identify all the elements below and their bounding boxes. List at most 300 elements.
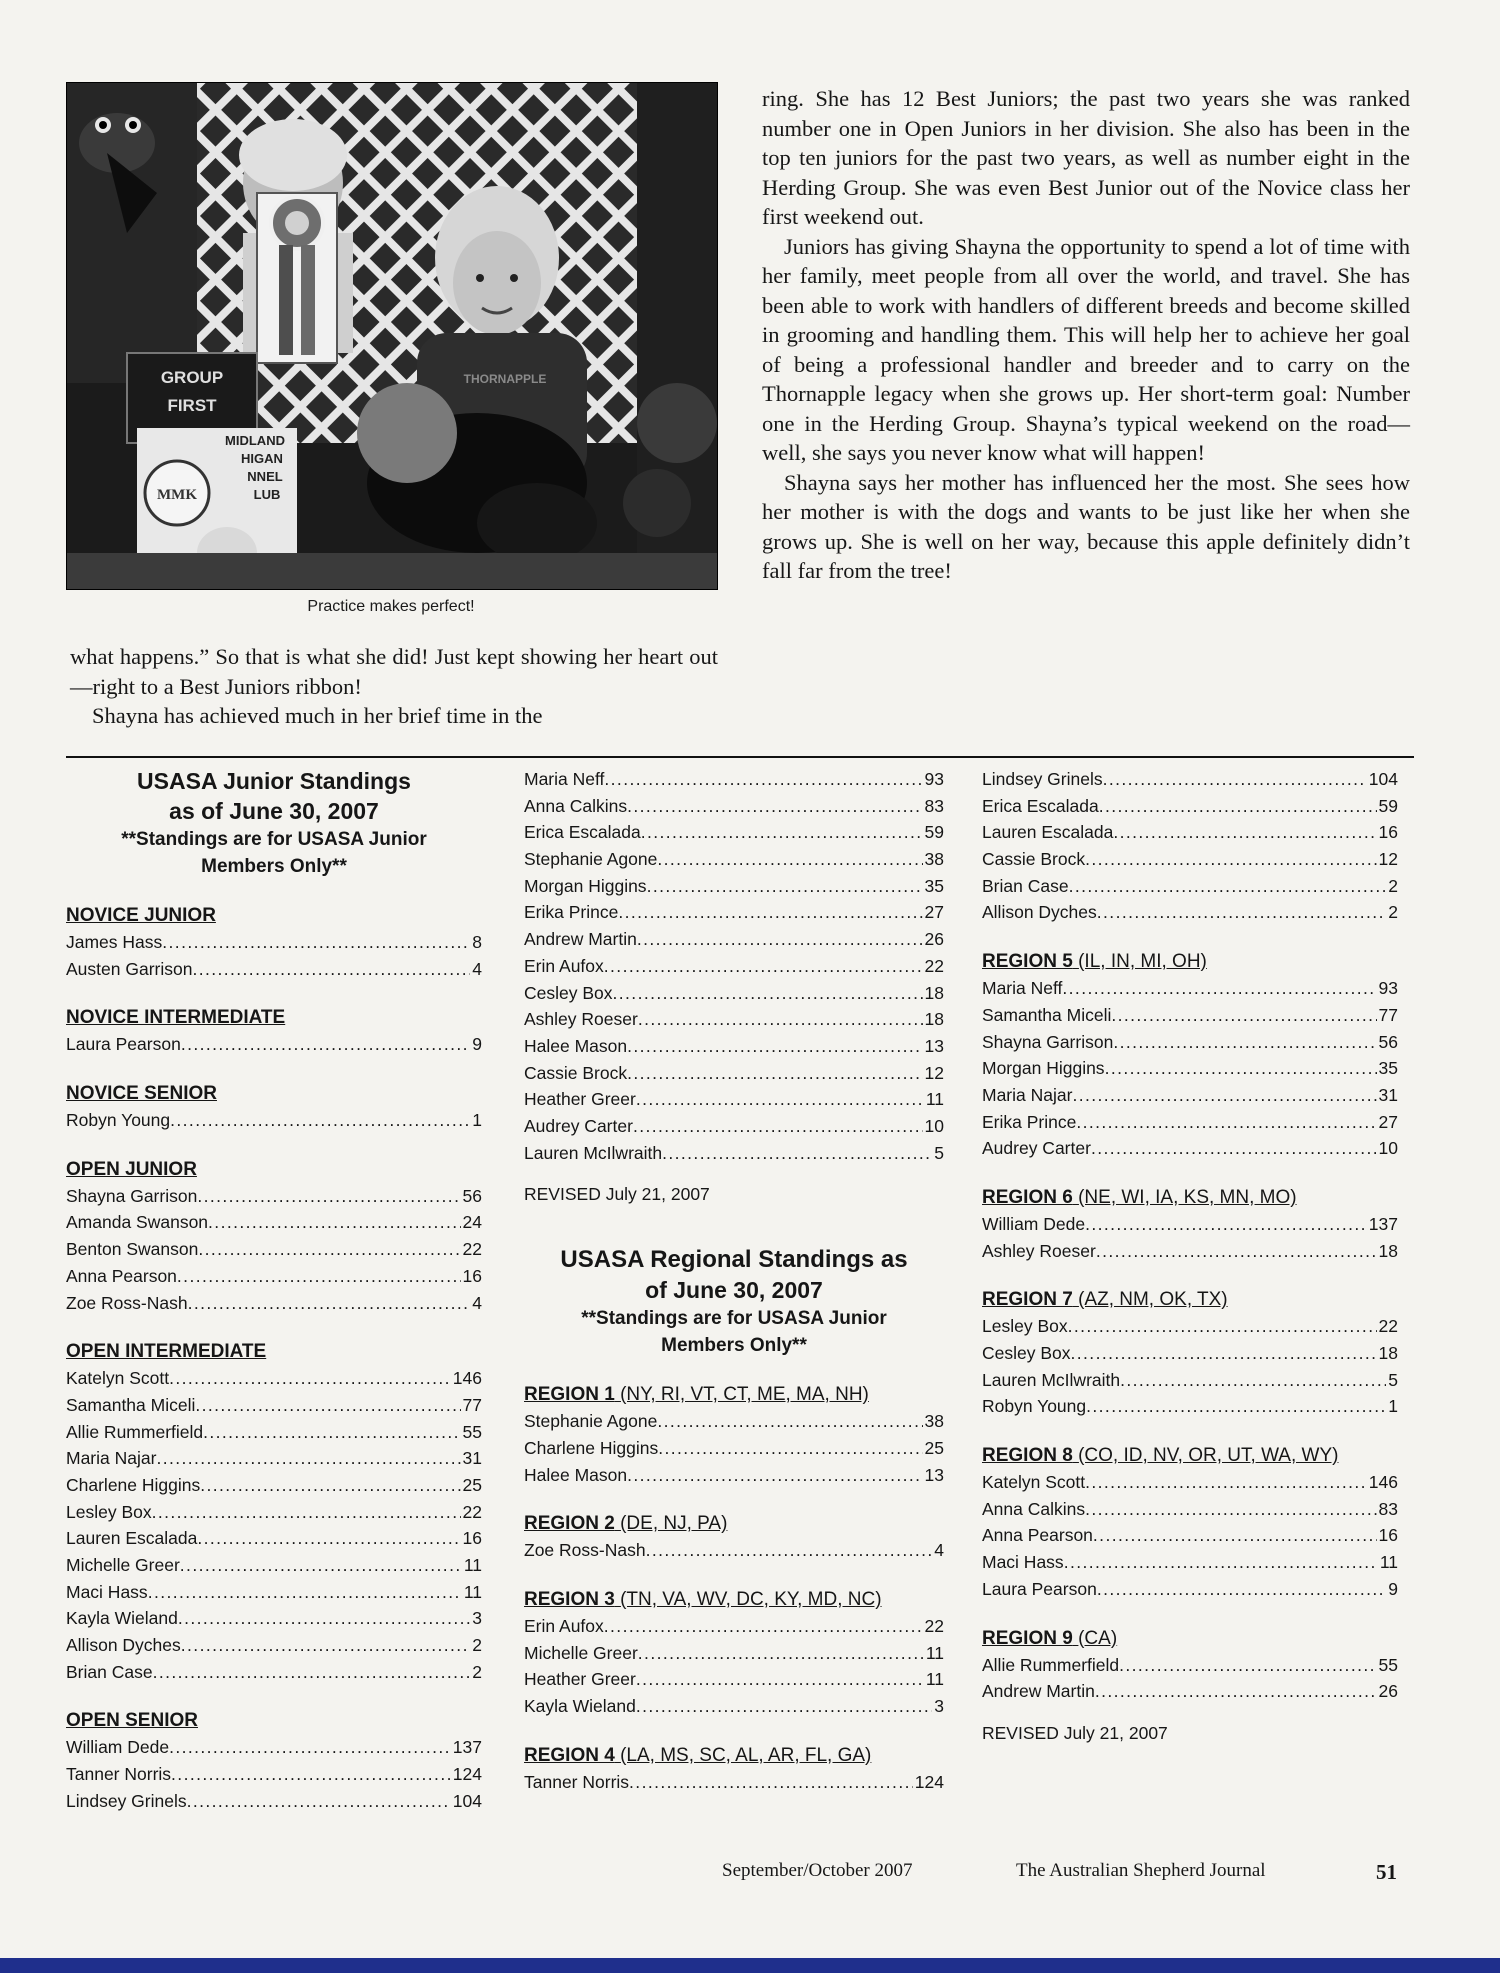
standings-row <box>524 1640 944 1667</box>
handler-name: Laura Pearson <box>66 1034 181 1055</box>
standings-row <box>982 819 1398 846</box>
handler-name: Benton Swanson <box>66 1239 199 1260</box>
handler-name: Maria Neff <box>982 978 1063 999</box>
region-states: (NY, RI, VT, CT, ME, MA, NH) <box>620 1384 869 1406</box>
dot-leader <box>169 1734 451 1761</box>
dot-leader <box>657 846 922 873</box>
dot-leader <box>647 873 923 900</box>
handler-name: Robyn Young <box>66 1110 171 1131</box>
points-score: 77 <box>1378 1004 1398 1025</box>
standings-row <box>524 846 944 873</box>
region-7-heading <box>982 1286 1398 1313</box>
points-score: 38 <box>924 1411 944 1432</box>
dot-leader <box>1099 793 1377 820</box>
standings-row <box>66 1552 482 1579</box>
standings-row <box>982 1469 1398 1496</box>
standings-row <box>524 1006 944 1033</box>
article-left-column <box>70 642 718 731</box>
standings-row <box>524 899 944 926</box>
junior-standings-title-2: as of June 30, 2007 <box>169 798 379 824</box>
dot-leader <box>1085 1469 1367 1496</box>
standings-list <box>66 929 482 982</box>
standings-row <box>982 1055 1398 1082</box>
club-line-2: HIGAN <box>241 451 283 466</box>
handler-name: Maria Neff <box>524 769 605 789</box>
standings-row <box>524 766 944 793</box>
dot-leader <box>613 980 923 1007</box>
standings-list <box>982 1652 1398 1705</box>
dot-leader <box>188 1290 471 1317</box>
points-score: 18 <box>1378 1343 1398 1363</box>
handler-name: Charlene Higgins <box>524 1438 659 1458</box>
junior-standings-note-2: Members Only** <box>201 856 347 877</box>
points-score: 10 <box>1378 1138 1398 1159</box>
handler-name: Erica Escalada <box>524 822 641 843</box>
standings-row <box>982 1002 1398 1029</box>
handler-name: Lauren McIlwraith <box>982 1369 1121 1390</box>
standings-row <box>982 1367 1398 1394</box>
article-left-paragraph-2: Shayna has achieved much in her brief time in the <box>92 703 543 728</box>
standings-row <box>982 766 1398 793</box>
handler-name: Robyn Young <box>982 1396 1087 1417</box>
sign-line-1: GROUP <box>160 368 224 387</box>
points-score: 16 <box>1378 822 1398 843</box>
handler-name: Katelyn Scott <box>66 1368 170 1389</box>
handler-name: Tanner Norris <box>66 1764 172 1785</box>
points-score: 35 <box>924 875 944 896</box>
points-score: 25 <box>462 1474 482 1495</box>
handler-name: Cesley Box <box>524 982 613 1003</box>
dot-leader <box>197 1525 460 1552</box>
standings-row <box>524 873 944 900</box>
photo-girls-with-ribbon <box>66 82 718 590</box>
section-divider-rule <box>66 756 1414 758</box>
points-score: 9 <box>1388 1578 1398 1599</box>
points-score: 55 <box>462 1421 482 1442</box>
dot-leader <box>1085 846 1376 873</box>
handler-name: Lindsey Grinels <box>982 769 1103 789</box>
points-score: 13 <box>924 1464 944 1485</box>
standings-row <box>982 1313 1398 1340</box>
region-6-heading <box>982 1184 1398 1211</box>
handler-name: Shayna Garrison <box>66 1185 198 1206</box>
handler-name: Lauren Escalada <box>982 822 1114 843</box>
points-score: 2 <box>1388 902 1398 923</box>
handler-name: Kayla Wieland <box>524 1696 636 1717</box>
points-score: 38 <box>924 849 944 870</box>
dot-leader <box>636 1666 924 1693</box>
dot-leader <box>641 819 923 846</box>
dot-leader <box>1068 1313 1377 1340</box>
handler-name: Samantha Miceli <box>66 1394 196 1415</box>
dot-leader <box>170 1107 470 1134</box>
handler-name: Erin Aufox <box>524 1616 604 1637</box>
handler-name: Amanda Swanson <box>66 1212 209 1233</box>
junior-standings-note-1: **Standings are for USASA Junior <box>121 829 427 850</box>
standings-row <box>524 793 944 820</box>
points-score: 2 <box>472 1635 482 1656</box>
points-score: 12 <box>924 1062 944 1083</box>
section-heading-open-intermediate: OPEN INTERMEDIATE <box>66 1341 267 1363</box>
regional-standings-note-1: **Standings are for USASA Junior <box>581 1308 887 1330</box>
dot-leader <box>1105 1055 1377 1082</box>
dot-leader <box>178 1605 470 1632</box>
dot-leader <box>629 1769 913 1796</box>
region-3-heading <box>524 1586 944 1613</box>
points-score: 124 <box>452 1764 482 1785</box>
handler-name: Halee Mason <box>524 1464 628 1485</box>
points-score: 16 <box>1378 1525 1398 1546</box>
standings-row <box>66 1290 482 1317</box>
points-score: 18 <box>924 1009 944 1030</box>
standings-row <box>982 1238 1398 1265</box>
standings-row <box>982 1135 1398 1162</box>
points-score: 11 <box>925 1669 944 1690</box>
standings-list <box>982 766 1398 926</box>
dot-leader <box>200 1472 460 1499</box>
scan-edge-strip <box>0 1958 1500 1973</box>
handler-name: Anna Pearson <box>982 1525 1093 1546</box>
photo-illustration <box>67 83 717 589</box>
article-right-paragraph-2: Juniors has giving Shayna the opportunity to spend a lot of time with her family, meet people from all over the world, and travel. She has been able to work with handlers of different breeds and become skilled in grooming and handling them. This will help her to achieve her goal of being a professional handler and breeder and to carry on the Thornapple legacy when she grows up. Her short-term goal: Number one in the Herding Group. Shayna’s typical weekend on the road—well, she says you never know what will happen! <box>762 233 1410 465</box>
handler-name: Allison Dyches <box>982 902 1097 923</box>
points-score: 27 <box>1378 1111 1398 1132</box>
footer-journal-name: The Australian Shepherd Journal <box>1016 1860 1266 1881</box>
handler-name: Zoe Ross-Nash <box>524 1540 646 1561</box>
standings-row <box>982 793 1398 820</box>
standings-row <box>524 926 944 953</box>
handler-name: Tanner Norris <box>524 1771 630 1792</box>
handler-name: Maria Najar <box>982 1084 1073 1105</box>
dot-leader <box>1097 1576 1386 1603</box>
standings-list <box>66 1183 482 1316</box>
dot-leader <box>156 1445 460 1472</box>
points-score: 1 <box>472 1110 482 1131</box>
points-score: 11 <box>925 1089 944 1110</box>
standings-row <box>66 1445 482 1472</box>
dot-leader <box>1076 1109 1376 1136</box>
standings-row <box>66 1579 482 1606</box>
points-score: 59 <box>1378 795 1398 816</box>
handler-name: Erica Escalada <box>982 795 1099 816</box>
handler-name: Anna Calkins <box>982 1498 1086 1519</box>
dot-leader <box>195 1392 460 1419</box>
standings-row <box>66 1734 482 1761</box>
dot-leader <box>627 1462 922 1489</box>
region-states: (CO, ID, NV, OR, UT, WA, WY) <box>1078 1445 1339 1467</box>
region-label: REGION 7 <box>982 1289 1073 1311</box>
handler-name: Michelle Greer <box>66 1555 180 1575</box>
region-label: REGION 9 <box>982 1627 1073 1649</box>
dot-leader <box>198 1236 460 1263</box>
points-score: 12 <box>1378 849 1398 870</box>
standings-list <box>66 1107 482 1134</box>
standings-row <box>524 1537 944 1564</box>
handler-name: Cassie Brock <box>982 849 1086 870</box>
dot-leader <box>1113 819 1376 846</box>
handler-name: Erika Prince <box>524 902 619 923</box>
standings-row <box>66 1761 482 1788</box>
handler-name: William Dede <box>66 1737 170 1758</box>
handler-name: Laura Pearson <box>982 1578 1097 1599</box>
standings-list <box>524 1408 944 1488</box>
points-score: 18 <box>1378 1240 1398 1261</box>
points-score: 2 <box>472 1661 482 1682</box>
standings-list <box>66 1365 482 1685</box>
region-label: REGION 2 <box>524 1513 615 1535</box>
handler-name: Allie Rummerfield <box>66 1421 204 1442</box>
junior-standings-title-1: USASA Junior Standings <box>137 768 411 794</box>
region-label: REGION 5 <box>982 951 1073 973</box>
dot-leader <box>180 1552 462 1579</box>
dot-leader <box>604 766 922 793</box>
region-label: REGION 3 <box>524 1589 615 1611</box>
points-score: 104 <box>1368 769 1398 789</box>
handler-name: Heather Greer <box>524 1089 636 1110</box>
standings-list <box>982 1211 1398 1264</box>
footer-issue-date: September/October 2007 <box>722 1860 913 1881</box>
section-heading-novice-junior: NOVICE JUNIOR <box>66 905 216 926</box>
standings-row <box>66 1499 482 1526</box>
points-score: 11 <box>925 1642 944 1663</box>
handler-name: Maci Hass <box>982 1552 1064 1573</box>
handler-name: Lesley Box <box>66 1501 152 1522</box>
points-score: 11 <box>463 1581 482 1602</box>
points-score: 124 <box>914 1771 944 1792</box>
dot-leader <box>153 1659 471 1686</box>
regional-standings-title-1: USASA Regional Standings as <box>560 1246 908 1274</box>
dot-leader <box>662 1140 932 1167</box>
dot-leader <box>657 1408 922 1435</box>
points-score: 10 <box>924 1115 944 1136</box>
points-score: 13 <box>924 1035 944 1056</box>
page-number: 51 <box>1376 1860 1397 1884</box>
club-line-3: NNEL <box>247 469 283 484</box>
region-label: REGION 1 <box>524 1384 615 1406</box>
points-score: 22 <box>924 955 944 976</box>
handler-name: Ashley Roeser <box>982 1240 1096 1261</box>
article-right-column <box>762 84 1410 586</box>
standings-row <box>982 1678 1398 1705</box>
region-1-heading <box>524 1381 944 1408</box>
standings-column-2 <box>524 766 944 1796</box>
standings-list <box>982 1469 1398 1602</box>
dot-leader <box>203 1419 460 1446</box>
points-score: 56 <box>462 1185 482 1206</box>
article-right-paragraph-3: Shayna says her mother has influenced her the most. She sees how her mother is with the dogs and wants to be just like her when she grows up. She is well on her way, because this apple definitely didn’t fall far from the tree! <box>762 469 1410 583</box>
standings-column-1 <box>66 766 482 1815</box>
handler-name: Brian Case <box>66 1661 153 1682</box>
standings-row <box>982 873 1398 900</box>
dot-leader <box>181 1632 470 1659</box>
points-score: 11 <box>463 1555 482 1575</box>
standings-row <box>524 953 944 980</box>
dot-leader <box>177 1263 461 1290</box>
handler-name: Katelyn Scott <box>982 1472 1086 1493</box>
standings-row <box>66 1472 482 1499</box>
club-line-4: LUB <box>253 487 281 502</box>
points-score: 56 <box>1378 1031 1398 1052</box>
dot-leader <box>187 1788 451 1815</box>
points-score: 26 <box>1378 1681 1398 1702</box>
region-states: (TN, VA, WV, DC, KY, MD, NC) <box>620 1589 882 1611</box>
points-score: 146 <box>452 1368 482 1389</box>
points-score: 3 <box>472 1608 482 1629</box>
dot-leader <box>162 929 470 956</box>
points-score: 22 <box>1378 1316 1398 1337</box>
standings-column-3 <box>982 766 1398 1747</box>
regional-standings-note-2: Members Only** <box>661 1335 807 1357</box>
dot-leader <box>636 1693 932 1720</box>
article-left-paragraph-1: what happens.” So that is what she did! Just kept showing her heart out—right to a Best Juniors ribbon! <box>70 644 718 699</box>
dot-leader <box>1119 1652 1376 1679</box>
standings-row <box>66 1209 482 1236</box>
standings-row <box>982 1211 1398 1238</box>
dot-leader <box>1072 1082 1376 1109</box>
points-score: 35 <box>1378 1058 1398 1079</box>
region-4-heading <box>524 1742 944 1769</box>
club-line-1: MIDLAND <box>225 433 285 448</box>
region-label: REGION 8 <box>982 1445 1073 1467</box>
handler-name: Maria Najar <box>66 1448 157 1469</box>
points-score: 83 <box>1378 1498 1398 1519</box>
standings-row <box>982 1549 1398 1576</box>
dot-leader <box>636 1086 924 1113</box>
dot-leader <box>192 956 470 983</box>
handler-name: Morgan Higgins <box>982 1058 1105 1079</box>
standings-row <box>982 975 1398 1002</box>
dot-leader <box>1095 1678 1377 1705</box>
standings-list <box>982 1313 1398 1420</box>
dot-leader <box>1071 1340 1377 1367</box>
points-score: 59 <box>924 822 944 843</box>
points-score: 93 <box>1378 978 1398 999</box>
regional-standings-title-2: of June 30, 2007 <box>645 1277 823 1304</box>
standings-row <box>982 1109 1398 1136</box>
handler-name: Shayna Garrison <box>982 1031 1114 1052</box>
points-score: 55 <box>1378 1654 1398 1675</box>
standings-row <box>524 1435 944 1462</box>
standings-row <box>66 1183 482 1210</box>
handler-name: Michelle Greer <box>524 1642 638 1663</box>
dot-leader <box>637 926 923 953</box>
points-score: 137 <box>452 1737 482 1758</box>
handler-name: Anna Calkins <box>524 795 628 816</box>
dot-leader <box>1062 975 1376 1002</box>
region-8-heading <box>982 1442 1398 1469</box>
handler-name: Brian Case <box>982 875 1069 896</box>
standings-row <box>66 1236 482 1263</box>
points-score: 8 <box>472 932 482 952</box>
dot-leader <box>1093 1522 1377 1549</box>
handler-name: Lindsey Grinels <box>66 1790 187 1811</box>
handler-name: Anna Pearson <box>66 1265 177 1286</box>
points-score: 77 <box>462 1394 482 1415</box>
region-states: (IL, IN, MI, OH) <box>1078 951 1207 973</box>
dot-leader <box>1069 873 1387 900</box>
points-score: 16 <box>462 1265 482 1286</box>
dot-leader <box>197 1183 460 1210</box>
dot-leader <box>618 899 922 926</box>
handler-name: Andrew Martin <box>982 1681 1095 1702</box>
handler-name: Stephanie Agone <box>524 849 658 870</box>
standings-list <box>524 1537 944 1564</box>
dot-leader <box>1064 1549 1378 1576</box>
dot-leader <box>638 1640 924 1667</box>
dot-leader <box>181 1031 470 1058</box>
standings-row <box>524 1693 944 1720</box>
standings-row <box>66 1365 482 1392</box>
handler-name: Andrew Martin <box>524 929 637 950</box>
dot-leader <box>646 1537 933 1564</box>
points-score: 93 <box>924 769 944 789</box>
handler-name: Kayla Wieland <box>66 1608 178 1629</box>
dot-leader <box>604 953 923 980</box>
dot-leader <box>627 1060 922 1087</box>
standings-list <box>524 1769 944 1796</box>
standings-row <box>982 1029 1398 1056</box>
standings-row <box>66 1392 482 1419</box>
standings-row <box>524 1033 944 1060</box>
dot-leader <box>627 1033 922 1060</box>
standings-row <box>524 819 944 846</box>
region-states: (NE, WI, IA, KS, MN, MO) <box>1078 1186 1297 1208</box>
standings-row <box>524 1666 944 1693</box>
standings-row <box>524 1086 944 1113</box>
handler-name: Charlene Higgins <box>66 1474 201 1495</box>
standings-row <box>524 1060 944 1087</box>
photo-caption: Practice makes perfect! <box>307 598 475 615</box>
standings-row <box>524 1613 944 1640</box>
dot-leader <box>658 1435 922 1462</box>
standings-row <box>66 1605 482 1632</box>
handler-name: Cesley Box <box>982 1343 1071 1363</box>
points-score: 22 <box>462 1501 482 1522</box>
points-score: 27 <box>924 902 944 923</box>
points-score: 137 <box>1368 1213 1398 1234</box>
dot-leader <box>1120 1367 1386 1394</box>
region-states: (AZ, NM, OK, TX) <box>1078 1289 1228 1311</box>
points-score: 22 <box>462 1239 482 1260</box>
handler-name: Cassie Brock <box>524 1062 628 1083</box>
junior-revised-date: REVISED July 21, 2007 <box>524 1184 710 1205</box>
points-score: 5 <box>934 1142 944 1163</box>
points-score: 3 <box>934 1696 944 1717</box>
dot-leader <box>1085 1496 1376 1523</box>
section-heading-open-senior: OPEN SENIOR <box>66 1710 198 1732</box>
standings-row <box>66 929 482 956</box>
dot-leader <box>148 1579 462 1606</box>
handler-name: Erin Aufox <box>524 955 604 976</box>
handler-name: Lesley Box <box>982 1316 1068 1337</box>
dot-leader <box>1085 1211 1367 1238</box>
section-heading-open-junior: OPEN JUNIOR <box>66 1158 197 1180</box>
dot-leader <box>1097 899 1386 926</box>
handler-name: James Hass <box>66 932 163 952</box>
points-score: 31 <box>462 1448 482 1469</box>
dot-leader <box>633 1113 923 1140</box>
points-score: 25 <box>924 1438 944 1458</box>
dot-leader <box>627 793 922 820</box>
dot-leader <box>1096 1238 1377 1265</box>
standings-list <box>524 766 944 1166</box>
standings-row <box>982 1652 1398 1679</box>
handler-name: Samantha Miceli <box>982 1004 1112 1025</box>
points-score: 146 <box>1368 1472 1398 1493</box>
handler-name: Audrey Carter <box>524 1115 633 1136</box>
dot-leader <box>1103 766 1367 793</box>
standings-list <box>524 1613 944 1720</box>
